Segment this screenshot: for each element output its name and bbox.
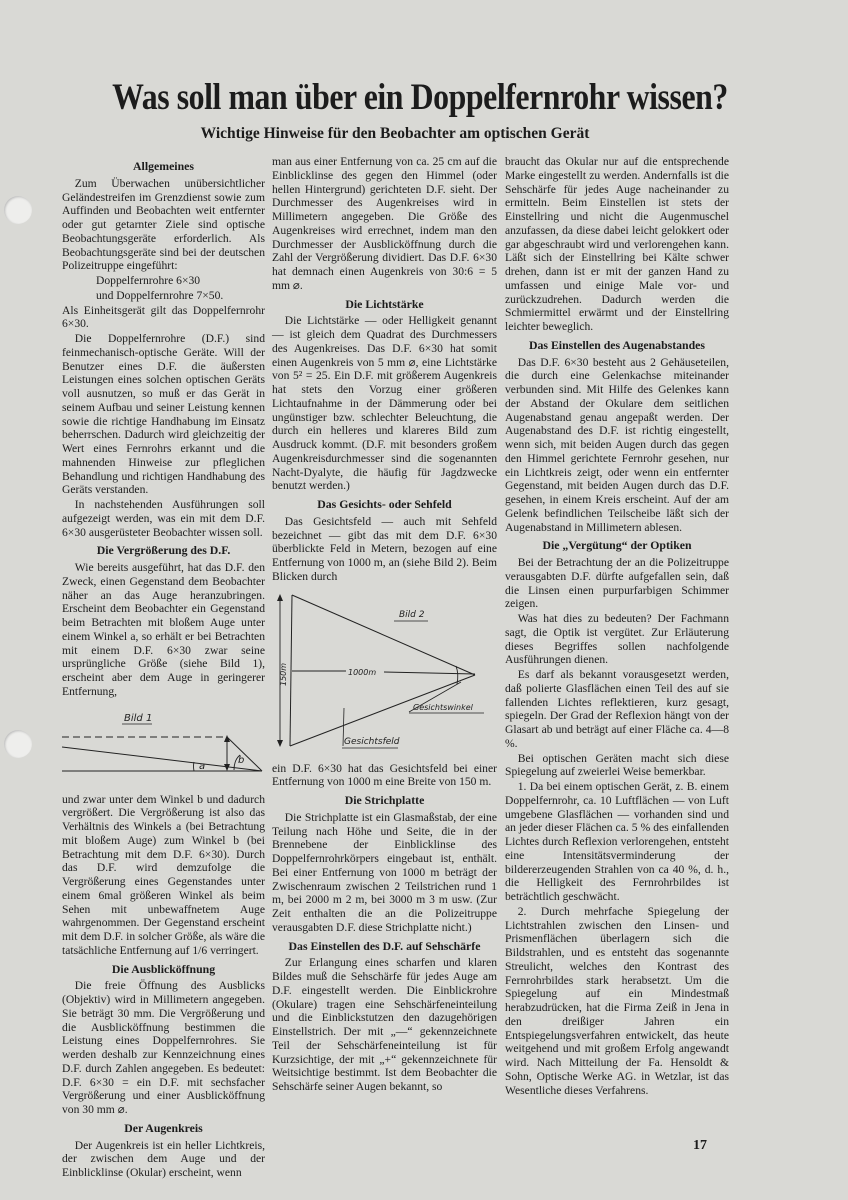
- paragraph: Wie bereits ausgeführt, hat das D.F. den Zweck, einen Gegenstand dem Beobachter näher an das Auge heranzubringen. Erscheint dem Beobachter ein Gegenstand beim Betrachten mit bloßem Auge unter einem Winkel a, so erhält er bei Betrachten mit einem D.F. 6×30 zwar seine ursprüngliche Größe (siehe Bild 1), erscheint aber dem Auge in geringerer Entfernung,: [62, 561, 265, 698]
- figure-label: Bild 2: [399, 609, 425, 620]
- paragraph: und zwar unter dem Winkel b und dadurch vergrößert. Die Vergrößerung ist also das Verhältnis des Winkels a (bei Betrachtung mit bloßem Auge) zum Winkel b (bei Betrachtung mit dem D.F. 6×30). Durch das D.F. wird demzufolge die Vergrößerung eines Gegenstandes unter einem 6mal größeren Winkel als beim Sehen mit unbewaffnetem Auge wahrgenommen. Der Gegenstand erscheint mit dem D.F. in solcher Größe, als wäre die tatsächliche Entfernung auf 1/6 verringert.: [62, 792, 265, 957]
- section-heading: Der Augenkreis: [124, 1120, 203, 1135]
- figure-bild-2: [266, 590, 491, 756]
- paragraph: braucht das Okular nur auf die entsprechende Marke eingestellt zu werden. Andernfalls ist die Sehschärfe für jedes Auge nacheinander zu ermitteln. Beim Einstellen ist stets der Einstellring und nicht die Augenmuschel anzufassen, da diese dabei leicht gelokkert oder gar abgeschraubt wird und verlorengehen kann. Läßt sich der Einstellring bei Kälte schwer drehen, dann ist er mit der ganzen Hand zu umfassen und einige Male vor- und zurückzudrehen. Dadurch werden die Schmiermittel erwärmt und der Einstellring leichter beweglich.: [505, 155, 729, 333]
- angle-label: Gesichtswinkel: [413, 702, 473, 712]
- article-title: Was soll man über ein Doppelfernrohr wissen?: [112, 77, 728, 118]
- text-column-3: [505, 155, 729, 1097]
- paragraph: Die freie Öffnung des Ausblicks (Objektiv) wird in Millimetern angegeben. Sie beträgt 30 mm. Die Vergrößerung und die Ausblicköffnung bestimmen die Leistung eines Doppelfernrohres. Sie werden deshalb zur Kennzeichnung eines D.F. durch Zahlen angegeben. Es bedeutet: D.F. 6×30 = ein D.F. mit sechsfacher Vergrößerung und einer Ausblicköffnung von 30 mm ⌀.: [62, 979, 265, 1116]
- text-column-2: [272, 155, 497, 1094]
- section-heading: Die Vergrößerung des D.F.: [96, 543, 231, 558]
- figure-bild-1: [62, 705, 267, 787]
- paragraph: Bei optischen Geräten macht sich diese Spiegelung auf zweierlei Weise bemerkbar.: [505, 751, 729, 779]
- paragraph: Was hat dies zu bedeuten? Der Fachmann sagt, die Optik ist vergütet. Zur Erläuterung dieses Begriffes sollen nachfolgende Ausführungen dienen.: [505, 612, 729, 667]
- list-item: und Doppelfernrohre 7×50.: [96, 288, 224, 302]
- paragraph: Als Einheitsgerät gilt das Doppelfernrohr 6×30.: [62, 303, 265, 331]
- page-number: 17: [693, 1138, 707, 1153]
- section-heading: Die Lichtstärke: [345, 296, 424, 311]
- section-heading: Das Einstellen des Augenabstandes: [528, 337, 705, 352]
- paragraph: Das Gesichtsfeld — auch mit Sehfeld bezeichnet — gibt das mit dem D.F. 6×30 überblickte Feld in Metern, bezogen auf eine Entfernung von 1000 m, an (siehe Bild 2). Beim Blicken durch: [272, 514, 497, 583]
- angle-a-label: a: [199, 760, 206, 772]
- paragraph: man aus einer Entfernung von ca. 25 cm auf die Einblicklinse des gegen den Himmel (oder hellen Hintergrund) gerichteten D.F. sieht. Der Durchmesser des Augenkreises wird in Millimetern angegeben. Die Größe des Augenkreises wird errechnet, indem man den Durchmesser der Ausblicköffnung durch die Zahl der Vergrößerung dividiert. Das D.F. 6×30 hat demnach einen Augenkreis von 30:6 = 5 mm ⌀.: [272, 155, 497, 292]
- article-subtitle: Wichtige Hinweise für den Beobachter am optischen Gerät: [200, 125, 590, 142]
- paragraph: Bei der Betrachtung der an die Polizeitruppe verausgabten D.F. dürfte aufgefallen sein, daß die Linsen einen purpurfarbigen Schimmer zeigen.: [505, 556, 729, 611]
- punch-hole-bottom: [4, 730, 32, 758]
- section-heading: Das Einstellen des D.F. auf Sehschärfe: [288, 938, 481, 953]
- field-label: Gesichtsfeld: [344, 736, 400, 747]
- figure-label: Bild 1: [124, 712, 153, 724]
- section-heading: Die Ausblicköffnung: [111, 961, 216, 976]
- paragraph: Zur Erlangung eines scharfen und klaren Bildes muß die Sehschärfe für jedes Auge am D.F. eingestellt werden. Die Einblickrohre (Okulare) tragen eine Sehschärfeneinteilung und die Einblickstutzen den dazugehörigen Einstellstrich. Der mit „—“ gekennzeichnete Teil der Sehschärfeneinteilung ist für Kurzsichtige, der mit „+“ gekennzeichnete für Weitsichtige bestimmt. Ist dem Beobachter die Sehschärfe seiner Augen bekannt, so: [272, 956, 497, 1093]
- paragraph: Zum Überwachen unübersichtlicher Geländestreifen im Grenzdienst sowie zum Auffinden und Beobachten weit entfernter oder gut getarnter Ziele sind optische Beobachtungsgeräte erforderlich. Als Beobachtungsgeräte sind bei der deutschen Polizeitruppe eingeführt:: [62, 176, 265, 273]
- paragraph: Der Augenkreis ist ein heller Lichtkreis, der zwischen dem Auge und der Einblicklinse (Okular) erscheint, wenn: [62, 1138, 265, 1179]
- paragraph: 2. Durch mehrfache Spiegelung der Lichtstrahlen zwischen den Linsen- und Prismenflächen überlagern sich die Bildstrahlen, und es entsteht das sogenannte Streulicht, welches den Kontrast des Fernrohrbildes stark herabsetzt. Um die Spiegelung auf ein Mindestmaß herabzudrücken, hat die Firma Zeiß in Jena in den dreißiger Jahren ein Entspiegelungsverfahren entwickelt, das heute weitgehend und mit großem Erfolg angewandt wird. Nach Mitteilung der Fa. Hensoldt & Sohn, Optische Werke AG. in Wetzlar, ist das Wesentliche dieses Verfahrens.: [505, 904, 729, 1097]
- section-heading: Das Gesichts- oder Sehfeld: [317, 497, 452, 511]
- punch-hole-top: [4, 196, 32, 224]
- list-item: Doppelfernrohre 6×30: [96, 274, 201, 287]
- paragraph: Das D.F. 6×30 besteht aus 2 Gehäuseteilen, die durch eine Gelenkachse miteinander verbunden sind. Mit Hilfe des Gelenkes kann der Abstand der Okulare dem seitlichen Augenabstand genau angepaßt werden. Der Augenabstand des D.F. ist richtig eingestellt, wenn sich, mit beiden Augen durch das gegen den Himmel gerichtete Fernrohr gesehen, nur ein Lichtkreis zeigt, oder wenn ein entfernter Gegenstand, mit beiden Augen durch das D.F. gesehen, in einem Kreis erscheint. Auf der am Gelenk befindlichen Teilscheibe läßt sich der Augenabstand in Millimetern ablesen.: [505, 355, 729, 534]
- paragraph: In nachstehenden Ausführungen soll aufgezeigt werden, was ein mit dem D.F. 6×30 ausgerüsteter Beobachter wissen soll.: [62, 498, 265, 539]
- paragraph: Es darf als bekannt vorausgesetzt werden, daß polierte Glasflächen einen Teil des auf sie fallenden Lichtes reflektieren, kurz gesagt, spiegeln. Der Grad der Reflexion hängt von der Glasart ab und beträgt auf einer Fläche ca. 4—8 %.: [505, 668, 729, 750]
- section-heading: Die Strichplatte: [344, 793, 425, 807]
- paragraph: Die Doppelfernrohre (D.F.) sind feinmechanisch-optische Geräte. Will der Benutzer eines D.F. die äußersten Leistungen eines solchen optischen Geräts voll ausnutzen, so muß er das Gerät in seinem Aufbau und seiner Leistung kennen sowie die richtige Handhabung im Einsatz beherrschen. Dadurch wird gleichzeitig der Wert eines Fernrohrs erkannt und die mahnenden Hinweise zur pfleglichen Behandlung und richtigen Handhabung des Geräts verstanden.: [62, 332, 265, 497]
- section-heading: Allgemeines: [133, 159, 194, 173]
- section-heading: Die „Vergütung“ der Optiken: [542, 538, 692, 553]
- distance-label: 1000m: [348, 667, 377, 677]
- paragraph: Die Lichtstärke — oder Helligkeit genannt — ist gleich dem Quadrat des Durchmessers des Augenkreises. Das D.F. 6×30 hat somit einen Augenkreis von 5 mm ⌀, eine Lichtstärke von 5² = 25. Ein D.F. mit größerem Augenkreis hat stets den Vorzug einer größeren Lichtaufnahme in der Dämmerung oder bei ungünstiger bzw. schlechter Beleuchtung, die durch ein helleres und klareres Bild zum Ausdruck kommt. (D.F. mit besonders großem Augenkreisdurchmesser sind die sogenannten Nacht-Dyalyte, die häufig für Jagdzwecke benutzt werden.): [272, 314, 497, 493]
- height-label: 150m: [279, 662, 288, 686]
- angle-b-label: b: [238, 754, 245, 766]
- paragraph: ein D.F. 6×30 hat das Gesichtsfeld bei einer Entfernung von 1000 m eine Breite von 150 m.: [272, 761, 497, 789]
- text-column-1: [62, 155, 265, 1180]
- paragraph: 1. Da bei einem optischen Gerät, z. B. einem Doppelfernrohr, ca. 10 Luftflächen — von Luft umgebene Glasflächen — vorhanden sind und an jeder dieser Flächen ca. 5 % des einfallenden Lichtes durch Reflexion verlorengehen, entsteht eine Intensitätsverminderung der bildererzeugenden Strahlen von ca 40 %, d. h., die Helligkeit des Fernrohrbildes ist beträchtlich geschwächt.: [505, 780, 729, 903]
- paragraph: Die Strichplatte ist ein Glasmaßstab, der eine Teilung nach Höhe und Seite, die in der Brennebene der Einblicklinse des Doppelfernrohrkörpers eingebaut ist, enthält. Bei einer Entfernung von 1000 m beträgt der Zwischenraum zwischen 2 Teilstrichen rund 1 m, bei 2000 m 2 m, bei 3000 m 3 m usw. (Zur Zeit enthalten die an die Polizeitruppe verausgabten D.F. diese Strichplatte nicht.): [272, 810, 497, 934]
